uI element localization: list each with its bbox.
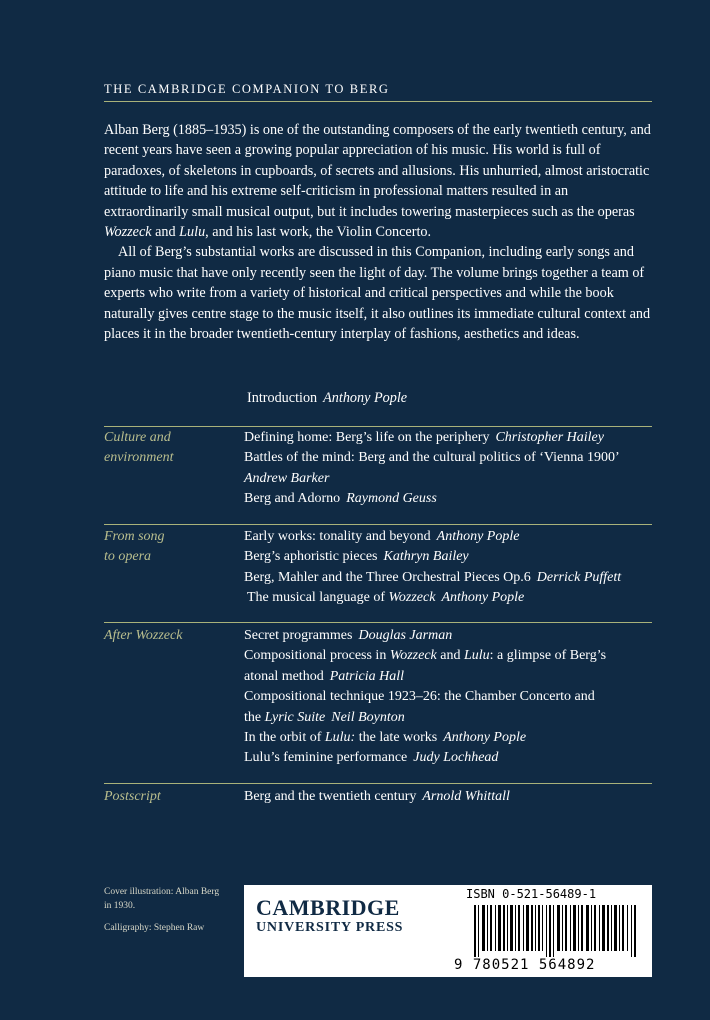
- entry-author: Anthony Pople: [436, 529, 520, 544]
- entry-title-italic: Wozzeck: [389, 648, 437, 664]
- entry-author: Anthony Pople: [323, 390, 408, 406]
- entry-author: Neil Boynton: [331, 709, 405, 725]
- entry-title: Defining home: Berg’s life on the periphery: [244, 430, 490, 445]
- entry-title: Lulu’s feminine performance: [244, 750, 408, 766]
- isbn-text: ISBN 0-521-56489-1: [466, 887, 597, 901]
- entry: [244, 687, 664, 707]
- entry: [244, 787, 664, 807]
- section-label-line: to opera: [104, 549, 152, 565]
- entry-title-italic: Lyric Suite: [264, 709, 326, 725]
- entry-author: Andrew Barker: [244, 470, 330, 486]
- publisher-logo: [256, 897, 403, 937]
- entry: [244, 646, 664, 666]
- entry-author: Anthony Pople: [441, 590, 525, 606]
- entry: [244, 568, 664, 588]
- calligraphy-credit: Calligraphy: Stephen Raw: [104, 923, 205, 933]
- entry-author: Judy Lochhead: [413, 750, 499, 766]
- section-entries-postscript: [244, 787, 664, 807]
- barcode-number: 9 780521 564892: [454, 957, 596, 973]
- entry: [244, 428, 664, 448]
- section-label-line: From song: [104, 529, 165, 544]
- publisher-subname: UNIVERSITY PRESS: [256, 920, 404, 935]
- section-label-line: After Wozzeck: [104, 628, 183, 643]
- entry-title: Compositional technique 1923–26: the Chamber Concerto and: [244, 689, 595, 705]
- credits: [104, 885, 239, 943]
- entry: [244, 708, 664, 728]
- entry: [244, 448, 664, 468]
- entry-author: Anthony Pople: [443, 730, 527, 746]
- entry-title: Introduction: [247, 390, 318, 406]
- blurb-title-wozzeck: Wozzeck: [104, 224, 152, 241]
- entry-title-italic: Lulu:: [324, 730, 356, 746]
- entry: [244, 489, 664, 509]
- entry-author: Kathryn Bailey: [383, 549, 469, 565]
- blurb-text: Alban Berg (1885–1935) is one of the outstanding composers of the early twentieth century, and recent years have seen a growing popular appreciation of his music. His world is full of paradoxes, of skeletons in cupboards, of secrets and allusions. His unhurried, almost aristocratic attitude to life and his extreme self-criticism in professional matters resulted in an extraordinarily small musical output, but it includes towering masterpieces such as the operas: [104, 122, 651, 220]
- entry-author: Christopher Hailey: [495, 430, 604, 445]
- entry-title: atonal method: [244, 668, 324, 684]
- section-rule: [104, 524, 652, 525]
- intro-entry: [247, 388, 407, 408]
- entry: [244, 728, 664, 748]
- publisher-barcode-panel: [244, 885, 652, 977]
- entry-title-italic: Lulu: [463, 648, 490, 664]
- section-label-line: Culture and: [104, 430, 171, 445]
- entry: [244, 748, 664, 768]
- cover-credit-line: Cover illustration: Alban Berg: [104, 887, 220, 897]
- entry-title: Berg and the twentieth century: [244, 789, 417, 804]
- series-title: THE CAMBRIDGE COMPANION TO BERG: [104, 82, 390, 96]
- section-entries-song-opera: [244, 527, 664, 609]
- entry-author: Douglas Jarman: [358, 628, 453, 643]
- entry-title: Berg’s aphoristic pieces: [244, 549, 378, 565]
- entry-author: Derrick Puffett: [536, 569, 622, 585]
- entry-title: Compositional process in: [244, 648, 390, 664]
- entry-title: the: [244, 709, 265, 725]
- entry-author: Raymond Geuss: [346, 491, 437, 507]
- entry: [244, 667, 664, 687]
- entry: [244, 469, 664, 489]
- entry-title: Early works: tonality and beyond: [244, 529, 431, 544]
- blurb-title-lulu: Lulu: [179, 224, 206, 241]
- entry-title-italic: Wozzeck: [388, 590, 436, 606]
- barcode-icon: [474, 905, 639, 957]
- entry: [244, 527, 664, 547]
- entry-author: Patricia Hall: [329, 668, 404, 684]
- entry: [244, 547, 664, 567]
- series-rule: [104, 101, 652, 102]
- entry: [244, 588, 664, 608]
- entry-title: Berg and Adorno: [244, 491, 341, 507]
- entry-author: Arnold Whittall: [422, 789, 510, 804]
- blurb-text: and: [151, 224, 180, 241]
- section-label-song-opera: [104, 527, 234, 568]
- blurb-text: , and his last work, the Violin Concerto.: [205, 224, 432, 241]
- section-label-after-wozzeck: [104, 626, 234, 646]
- section-entries-culture: [244, 428, 664, 510]
- cover-credit-line: in 1930.: [104, 901, 136, 911]
- blurb-paragraph-1: [104, 120, 652, 242]
- section-label-culture: [104, 428, 234, 469]
- entry-title: In the orbit of: [244, 730, 325, 746]
- section-label-postscript: [104, 787, 234, 807]
- section-rule: [104, 783, 652, 784]
- entry-title: Berg, Mahler and the Three Orchestral Pieces Op.6: [244, 569, 531, 585]
- entry-title: Secret programmes: [244, 628, 353, 643]
- entry: [244, 626, 664, 646]
- blurb-paragraph-2: All of Berg’s substantial works are discussed in this Companion, including early songs and piano music that have only recently seen the light of day. The volume brings together a team of experts who write from a variety of historical and critical perspectives and while the book naturally gives centre stage to the music itself, it also outlines its immediate cultural context and places it in the broader twentieth-century interplay of fashions, aesthetics and ideas.: [104, 244, 651, 343]
- entry-title: : a glimpse of Berg’s: [489, 648, 607, 664]
- entry-title: Battles of the mind: Berg and the cultural politics of ‘Vienna 1900’: [244, 450, 620, 466]
- publisher-name: CAMBRIDGE: [256, 895, 400, 920]
- section-label-line: Postscript: [104, 789, 161, 804]
- entry-title: The musical language of: [247, 590, 389, 606]
- section-rule: [104, 622, 652, 623]
- section-entries-after-wozzeck: [244, 626, 664, 769]
- section-label-line: environment: [104, 450, 174, 466]
- blurb: [104, 120, 652, 344]
- entry-title: and: [436, 648, 464, 664]
- section-rule: [104, 426, 652, 427]
- entry-title: the late works: [355, 730, 438, 746]
- cover-credit: [104, 885, 239, 913]
